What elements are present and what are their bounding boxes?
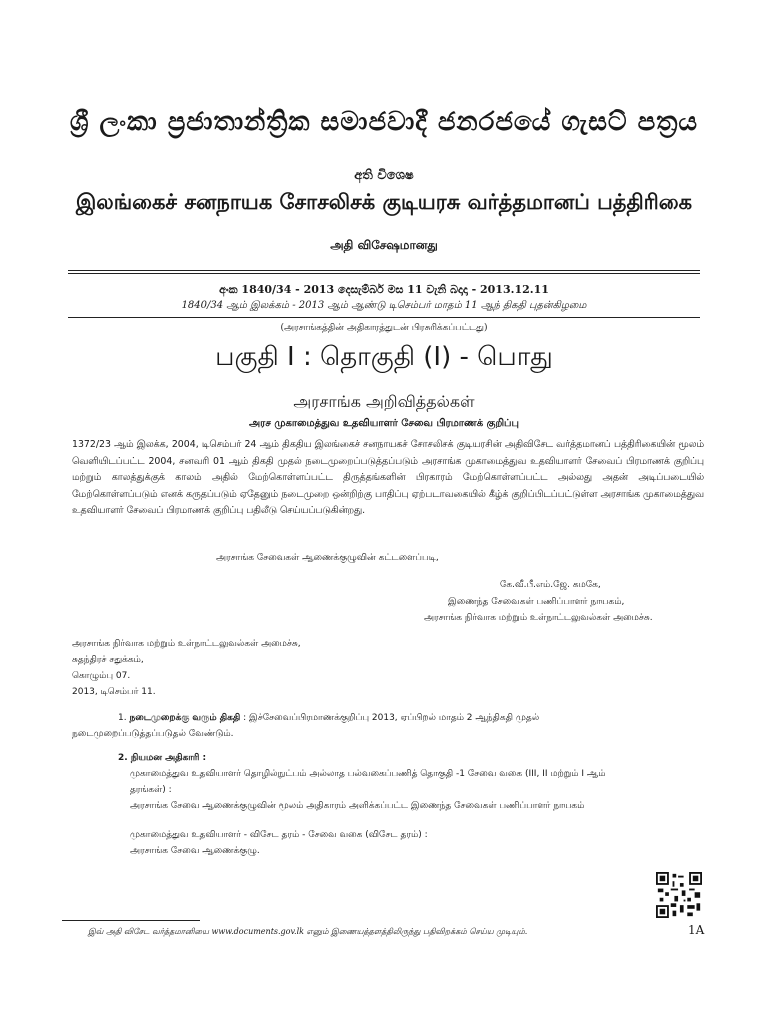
clause-2-heading: 2. நியமன அதிகாரி : <box>118 753 207 763</box>
clause-2-line: அரசாங்க சேவை ஆணைக்குழு. <box>130 846 260 856</box>
clause-1 <box>118 710 539 727</box>
header-rule-top <box>68 270 700 271</box>
part-heading: பகுதி I : தொகுதி (I) - பொது <box>215 342 553 372</box>
extraordinary-label-tamil: அதி விசேஷமானது <box>330 238 438 252</box>
section-heading: அரசாங்க அறிவித்தல்கள் <box>293 392 475 411</box>
commission-order: அரசாங்க சேவைகள் ஆணைக்குழுவின் கட்டளைப்படி, <box>216 553 439 563</box>
header-rule-bottom <box>68 317 700 318</box>
body-paragraph: 1372/23 ஆம் இலக்க, 2004, டிசெம்பர் 24 ஆம் திகதிய இலங்கைச் சனநாயகச் சோசலிசக் குடியரசின் அதிவிசேட வர்த்தமானப் பத்திரிகையின் மூலம் வெளியிடப்பட்ட 2004, சனவரி 01 ஆம் திகதி முதல் நடைமுறைப்படுத்தப்படும் அரசாங்க முகாமைத்துவ உதவியாளர் சேவைப் பிரமாணக் குறிப்பு மற்றும் காலத்துக்குக் காலம் அதில் மேற்கொள்ளப்பட்ட திருத்தங்களின் பிரகாரம் மேற்கொள்ளப்பட்ட அல்லது அதன் அடிப்படையில் மேற்கொள்ளப்படும் எனக் கருதப்படும் ஏதேனும் நடைமுறை ஒன்றிற்கு பாதிப்பு ஏற்படாவகையில் கீழ்க் குறிப்பிடப்பட்டுள்ள அரசாங்க முகாமைத்துவ உதவியாளர் சேவைப் பிரமாணக் குறிப்பு பதிலீடு செய்யப்படுகின்றது. <box>72 439 704 517</box>
footer-download-note: இவ் அதி விசேட வர்த்தமானியை www.documents.gov.lk எனும் இணையத்தளத்திலிருந்து பதிவிறக்கம் செய்ய முடியும். <box>88 927 528 936</box>
clause-2-line: தரங்கள்) : <box>130 785 172 795</box>
issue-line-tamil: 1840/34 ஆம் இலக்கம் - 2013 ஆம் ஆண்டு டிசெம்பர் மாதம் 11 ஆந் திகதி புதன்கிழமை <box>181 300 587 311</box>
address-line: அரசாங்க நிர்வாக மற்றும் உள்நாட்டலுவல்கள் அமைச்சு, <box>72 639 301 649</box>
clause-1-continuation: நடைமுறைப்படுத்தப்படுதல் வேண்டும். <box>72 729 234 739</box>
signatory-ministry: அரசாங்க நிர்வாக மற்றும் உள்நாட்டலுவல்கள் அமைச்சு. <box>424 613 653 623</box>
gazette-title-tamil: இலங்கைச் சனநாயக சோசலிசக் குடியரசு வர்த்தமானப் பத்திரிகை <box>75 189 693 214</box>
page-number: 1A <box>688 923 705 937</box>
extraordinary-label-sinhala: අති විශෙෂ <box>354 168 414 183</box>
qr-code-icon <box>656 872 702 918</box>
clause-1-number: 1. <box>118 713 127 723</box>
clause-2-line: முகாமைத்துவ உதவியாளர் - விசேட தரம் - சேவை வகை (விசேட தரம்) : <box>130 830 428 840</box>
clause-1-heading: நடைமுறைக்கு வரும் திகதி <box>129 713 241 723</box>
clause-2-line: அரசாங்க சேவை ஆணைக்குழுவின் மூலம் அதிகாரம் அளிக்கப்பட்ட இணைந்த சேவைகள் பணிப்பாளர் நாயகம் <box>130 801 585 811</box>
signatory-title: இணைந்த சேவைகள் பணிப்பாளர் நாயகம், <box>448 597 625 607</box>
signatory-name: கே.வீ.பீ.எம்.ஜே. கமகே, <box>500 580 601 590</box>
clause-2-line: முகாமைத்துவ உதவியாளர் தொழில்நுட்பம் அல்லாத பல்வகைப்பணித் தொகுதி -1 சேவை வகை (III, II மற்றும் I ஆம் <box>130 769 606 779</box>
address-date: 2013, டிசெம்பர் 11. <box>72 687 156 697</box>
header-rule-top-2 <box>68 273 700 274</box>
authority-note: (அரசாங்கத்தின் அதிகாரத்துடன் பிரசுரிக்கப்பட்டது) <box>280 323 488 333</box>
address-line: சுதந்திரச் சதுக்கம், <box>72 655 144 665</box>
clause-1-text: : இச்சேவைப்பிரமாணக்குறிப்பு 2013, ஏப்பிறல் மாதம் 2 ஆந்திகதி முதல் <box>243 713 540 723</box>
address-line: கொழும்பு 07. <box>72 671 131 681</box>
notice-title: அரச முகாமைத்துவ உதவியாளர் சேவை பிரமாணக் குறிப்பு <box>249 418 519 429</box>
footnote-rule <box>62 920 200 921</box>
gazette-title-sinhala: ශ්‍රී ලංකා ප්‍රජාතාන්ත්‍රික සමාජවාදී ජනරජයේ ගැසට් පත්‍රය <box>69 107 699 137</box>
issue-line-sinhala: අංක 1840/34 - 2013 දෙසැම්බර් මස 11 වැනි බදාදා - 2013.12.11 <box>219 283 549 296</box>
